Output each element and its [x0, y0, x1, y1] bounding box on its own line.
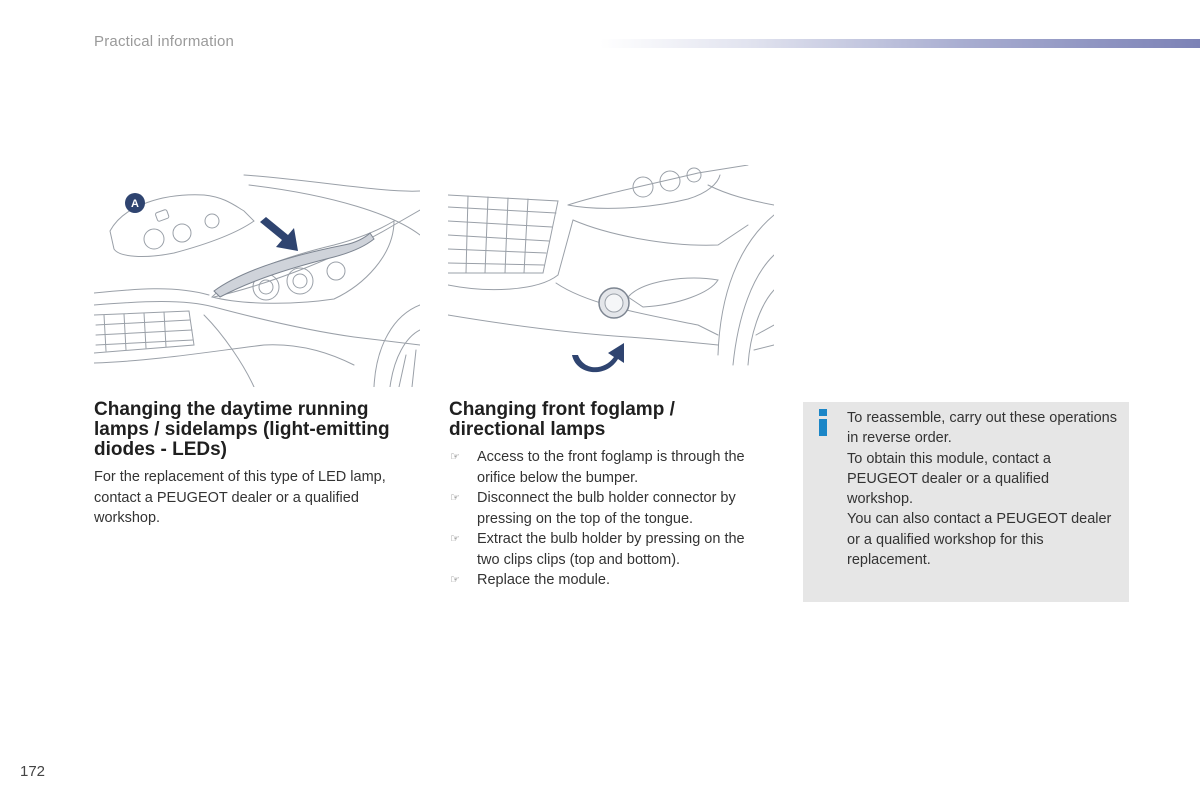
info-icon	[817, 409, 831, 437]
led-headlamp-illustration	[94, 165, 420, 387]
led-replacement-paragraph: For the replacement of this type of LED lamp, contact a PEUGEOT dealer or a qualified workshop.	[94, 469, 386, 526]
list-item	[449, 447, 769, 488]
running-header: Practical information	[94, 33, 235, 50]
info-box	[803, 402, 1129, 602]
pointing-hand-icon: ☞	[450, 533, 460, 545]
section-title-foglamp: Changing front foglamp / directional lamps	[449, 399, 675, 440]
step-text: Disconnect the bulb holder connector by pressing on the top of the tongue.	[477, 490, 736, 527]
header-gradient-bar	[600, 39, 1200, 48]
foglamp-illustration	[448, 165, 774, 387]
pointing-hand-icon: ☞	[450, 451, 460, 463]
page-number: 172	[20, 763, 46, 780]
pointing-hand-icon: ☞	[450, 492, 460, 504]
step-text: Access to the front foglamp is through the orifice below the bumper.	[477, 449, 745, 486]
info-line: To reassemble, carry out these operations in reverse order.	[847, 410, 1117, 447]
list-item	[449, 488, 769, 529]
step-text: Extract the bulb holder by pressing on the two clips clips (top and bottom).	[477, 531, 745, 568]
pointing-hand-icon: ☞	[450, 574, 460, 586]
info-line: To obtain this module, contact a PEUGEOT dealer or a qualified workshop.	[847, 450, 1051, 508]
callout-a: A	[131, 198, 139, 210]
step-text: Replace the module.	[477, 572, 610, 588]
list-item	[449, 529, 769, 570]
section-title-led: Changing the daytime running lamps / sidelamps (light-emitting diodes - LEDs)	[94, 399, 390, 460]
info-line: You can also contact a PEUGEOT dealer or a qualified workshop for this replacement.	[847, 511, 1112, 569]
list-item	[449, 570, 769, 591]
foglamp-steps-list	[449, 447, 769, 591]
info-text	[847, 408, 1117, 570]
